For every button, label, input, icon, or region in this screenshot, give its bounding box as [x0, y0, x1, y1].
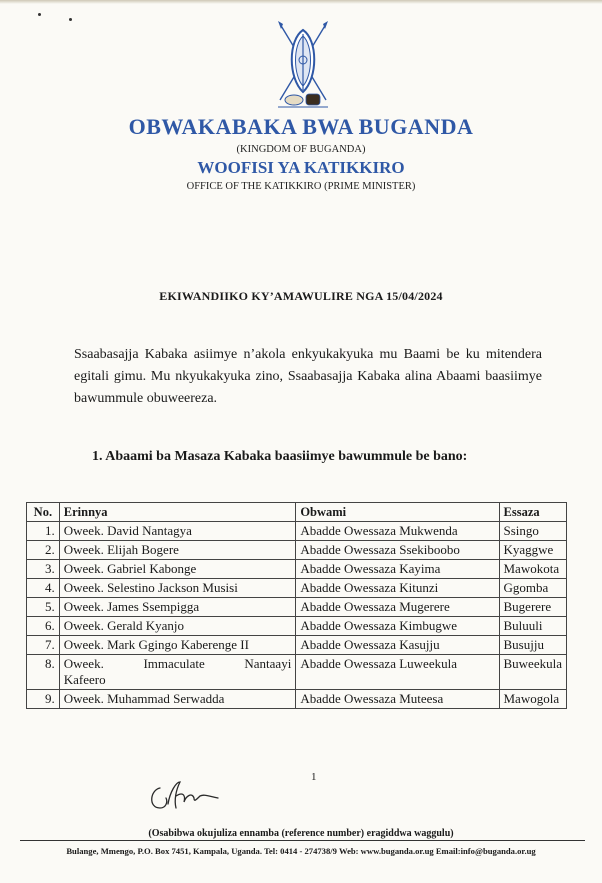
office-title: WOOFISI YA KATIKKIRO: [197, 158, 405, 177]
table-row: [27, 560, 567, 579]
chief-name: Oweek. David Nantagya: [59, 522, 296, 541]
column-header-name: Erinnya: [59, 503, 296, 522]
chief-name-line1: [64, 656, 292, 672]
chief-name: Oweek. Muhammad Serwadda: [59, 690, 296, 709]
chief-county: Ggomba: [499, 579, 567, 598]
footer-contact-info: Bulange, Mmengo, P.O. Box 7451, Kampala, Uganda. Tel: 0414 - 274738/9 Web: www.buganda.or.ug Email:info@buganda.or.ug: [66, 846, 536, 856]
chief-name: [59, 655, 296, 690]
chief-county: Mawokota: [499, 560, 567, 579]
chief-office: Abadde Owessaza Ssekiboobo: [296, 541, 499, 560]
chief-name: Oweek. James Ssempigga: [59, 598, 296, 617]
chief-county: Kyaggwe: [499, 541, 567, 560]
footer-divider: [20, 840, 585, 841]
row-number: 1.: [27, 522, 60, 541]
table-row: [27, 579, 567, 598]
chief-name: Oweek. Mark Ggingo Kaberenge II: [59, 636, 296, 655]
column-header-office: Obwami: [296, 503, 499, 522]
chief-county: Bugerere: [499, 598, 567, 617]
chief-county: Buluuli: [499, 617, 567, 636]
speck: [69, 18, 72, 21]
row-number: 2.: [27, 541, 60, 560]
kingdom-title: OBWAKABAKA BWA BUGANDA: [128, 114, 474, 139]
table-row: [27, 617, 567, 636]
chief-name: Oweek. Gerald Kyanjo: [59, 617, 296, 636]
speck: [38, 13, 41, 16]
row-number: 7.: [27, 636, 60, 655]
row-number: 6.: [27, 617, 60, 636]
chief-office: Abadde Owessaza Kitunzi: [296, 579, 499, 598]
column-header-county: Essaza: [499, 503, 567, 522]
name-part: Immaculate: [143, 656, 205, 671]
chief-county: Mawogola: [499, 690, 567, 709]
row-number: 5.: [27, 598, 60, 617]
table-row: [27, 598, 567, 617]
column-header-no: No.: [27, 503, 60, 522]
table-row: [27, 655, 567, 690]
reference-note: (Osabibwa okujuliza ennamba (reference number) eragiddwa waggulu): [148, 828, 454, 839]
chief-office: Abadde Owessaza Kasujju: [296, 636, 499, 655]
table-header-row: [27, 503, 567, 522]
section-heading: 1. Abaami ba Masaza Kabaka baasiimye bawummule be bano:: [92, 449, 468, 464]
page-top-edge: [0, 0, 602, 4]
press-release-heading: EKIWANDIIKO KY’AMAWULIRE NGA 15/04/2024: [159, 289, 443, 303]
chief-office: Abadde Owessaza Muteesa: [296, 690, 499, 709]
chief-name: Oweek. Selestino Jackson Musisi: [59, 579, 296, 598]
page-number: 1: [311, 771, 317, 783]
chief-office: Abadde Owessaza Kayima: [296, 560, 499, 579]
kingdom-english-name: (KINGDOM OF BUGANDA): [236, 144, 366, 155]
row-number: 3.: [27, 560, 60, 579]
retired-chiefs-table: [26, 502, 567, 709]
name-part: Oweek.: [63, 656, 104, 671]
table-row: [27, 541, 567, 560]
chief-office: Abadde Owessaza Kimbugwe: [296, 617, 499, 636]
row-number: 9.: [27, 690, 60, 709]
buganda-crest-icon: [272, 20, 334, 110]
row-number: 8.: [27, 655, 60, 690]
signature-icon: [146, 774, 226, 814]
chief-name: Oweek. Elijah Bogere: [59, 541, 296, 560]
table-row: [27, 690, 567, 709]
chief-office: Abadde Owessaza Mugerere: [296, 598, 499, 617]
chief-office: Abadde Owessaza Luweekula: [296, 655, 499, 690]
office-english-name: OFFICE OF THE KATIKKIRO (PRIME MINISTER): [186, 181, 416, 192]
chief-name: Oweek. Gabriel Kabonge: [59, 560, 296, 579]
table-row: [27, 522, 567, 541]
name-part: Nantaayi: [244, 656, 292, 671]
row-number: 4.: [27, 579, 60, 598]
chief-county: Busujju: [499, 636, 567, 655]
chief-name-line2: Kafeero: [63, 672, 106, 687]
table-row: [27, 636, 567, 655]
intro-paragraph: Ssaabasajja Kabaka asiimye n’akola enkyukakyuka mu Baami be ku mitendera egitali gimu. Mu nkyukakyuka zino, Ssaabasajja Kabaka alina Abaami baasiimye bawummule obuweereza.: [74, 347, 542, 406]
chief-office: Abadde Owessaza Mukwenda: [296, 522, 499, 541]
chief-county: Ssingo: [499, 522, 567, 541]
chief-county: Buweekula: [499, 655, 567, 690]
